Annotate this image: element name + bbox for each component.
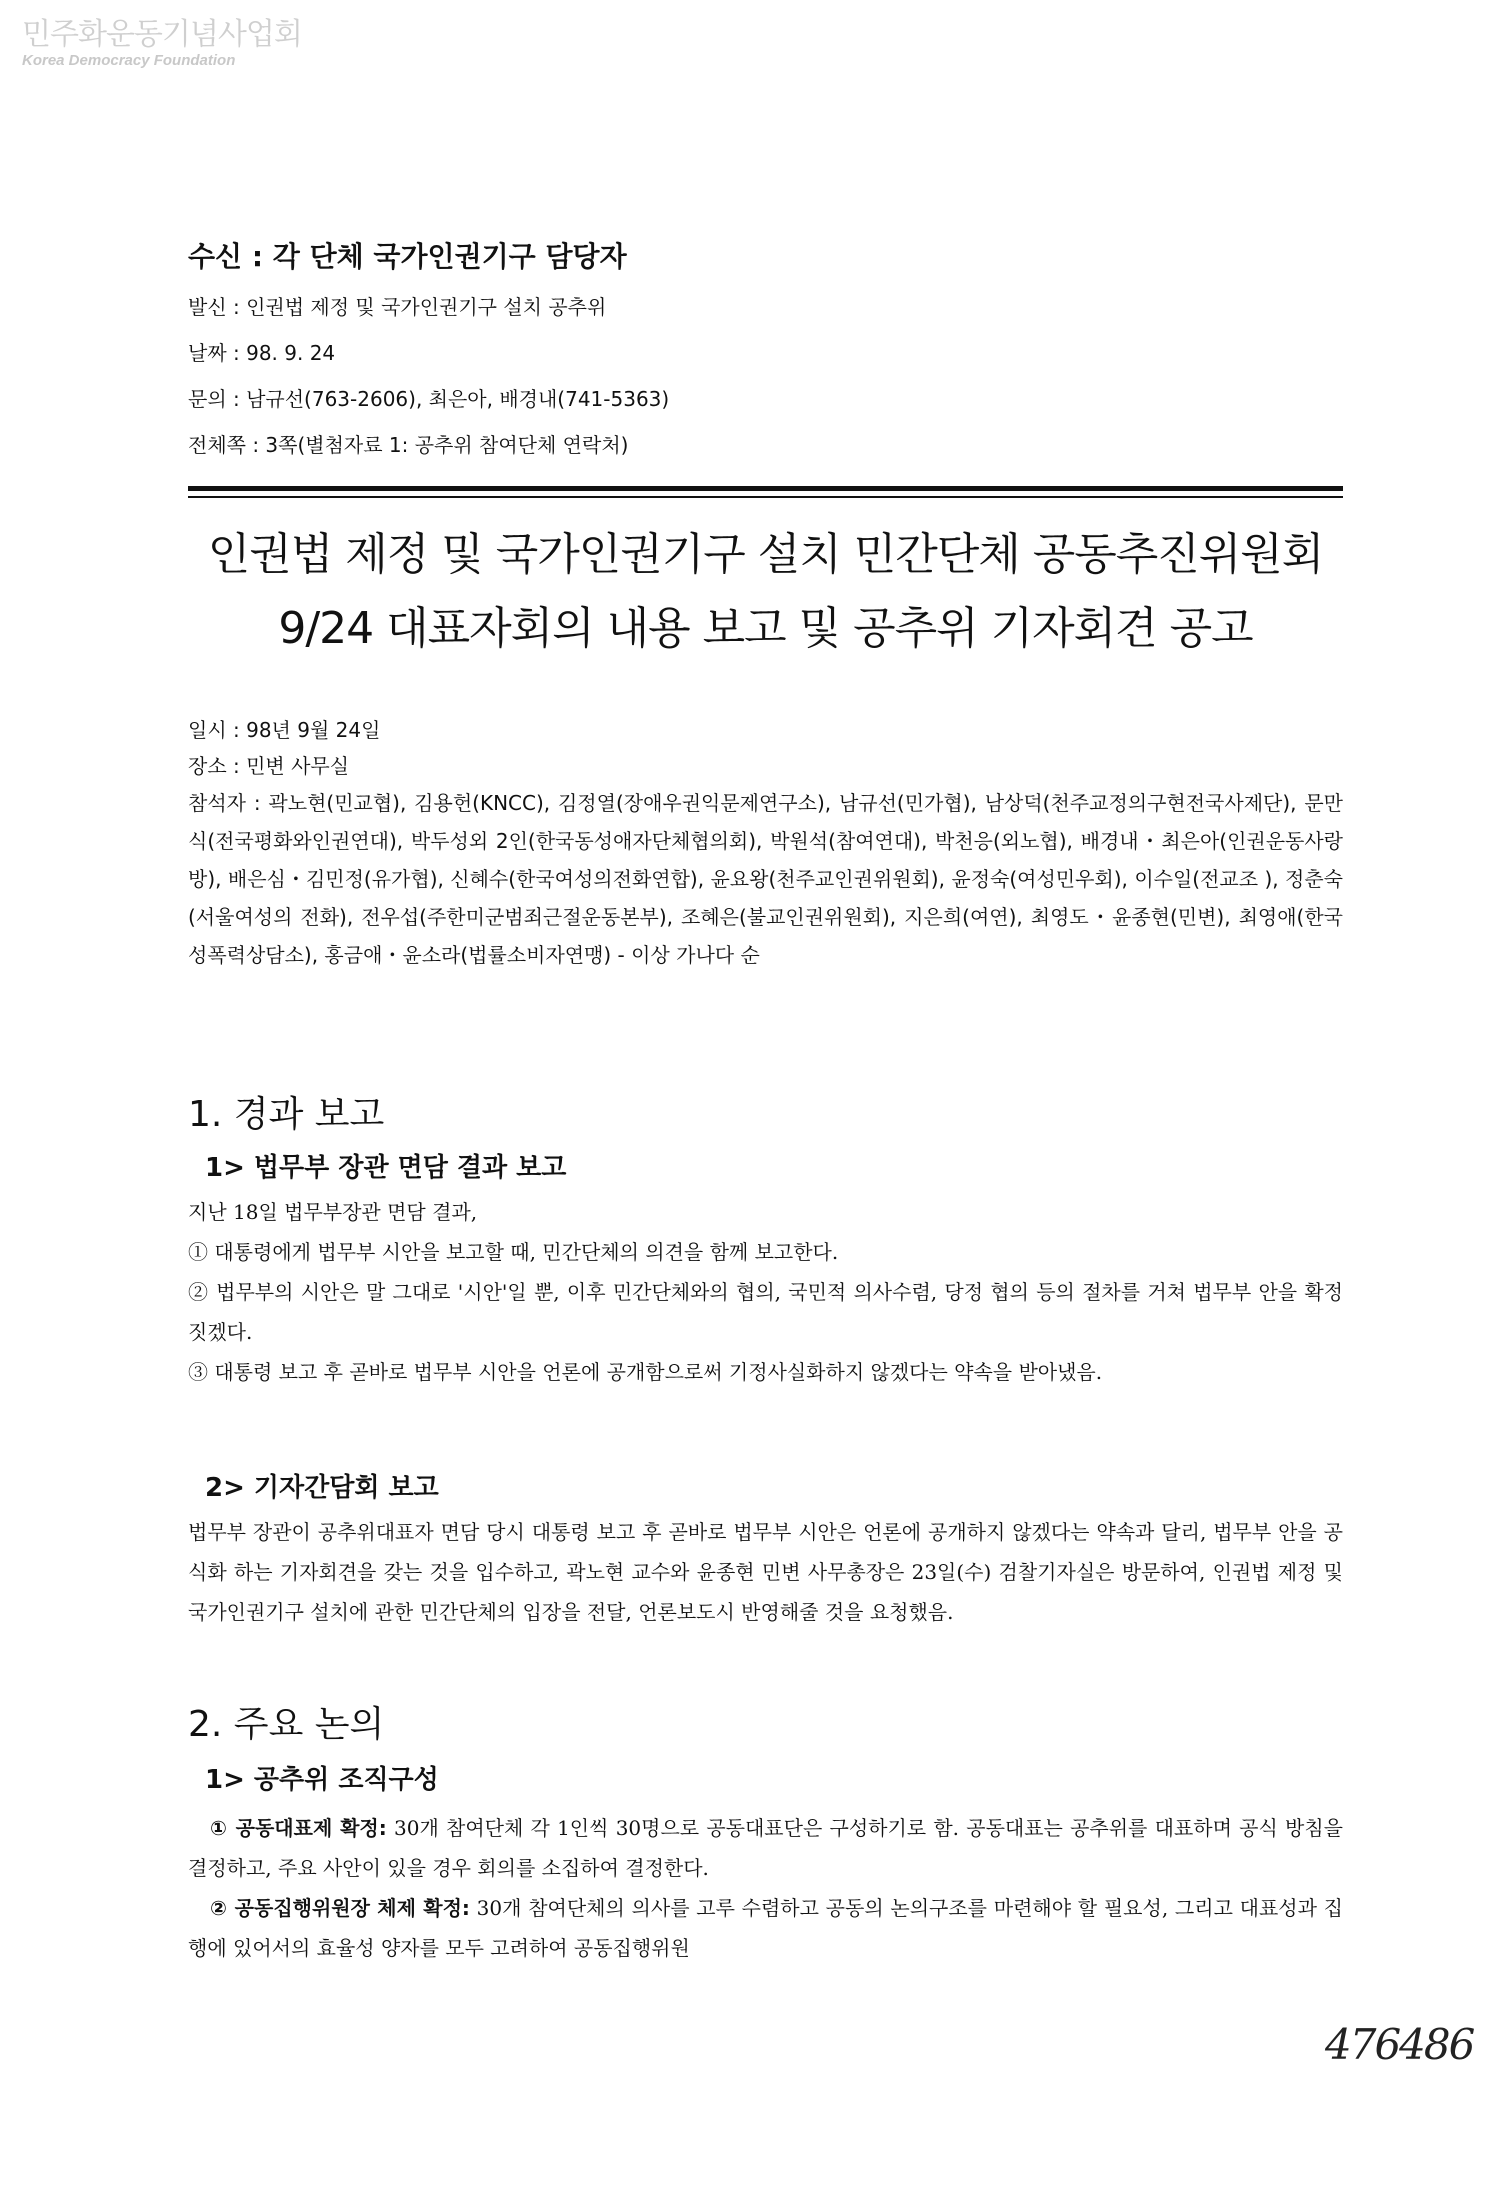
org-item-2-label: ② 공동집행위원장 체제 확정: (210, 1896, 470, 1920)
memo-header (188, 230, 1338, 468)
document-title (188, 518, 1343, 666)
memo-date: 날짜 : 98. 9. 24 (188, 341, 336, 365)
sub-1-item-3: ③ 대통령 보고 후 곧바로 법무부 시안을 언론에 공개함으로써 기정사실화하지 않겠다는 약속을 받아냈음. (188, 1360, 1103, 1384)
section-1-sub-2-body: 법무부 장관이 공추위대표자 면담 당시 대통령 보고 후 곧바로 법무부 시안은 언론에 공개하지 않겠다는 약속과 달리, 법무부 안을 공식화 하는 기자회견을 갖는 것을 입수하고, 곽노현 교수와 윤종현 민변 사무총장은 23일(수) 검찰기자실은 방문하여, 인권법 제정 및 국가인권기구 설치에 관한 민간단체의 입장을 전달, 언론보도시 반영해줄 것을 요청했음. (188, 1520, 1343, 1624)
org-item-2 (188, 1888, 1343, 1968)
section-1-sub-1-body (188, 1192, 1343, 1392)
memo-from: 발신 : 인권법 제정 및 국가인권기구 설치 공추위 (188, 295, 607, 319)
section-1-heading: 1. 경과 보고 (188, 1094, 385, 1135)
meeting-place: 장소 : 민변 사무실 (188, 754, 350, 778)
sub-1-intro: 지난 18일 법무부장관 면담 결과, (188, 1200, 478, 1224)
meeting-attendees: 참석자 : 곽노현(민교협), 김용헌(KNCC), 김정열(장애우권익문제연구소), 남규선(민가협), 남상덕(천주교정의구현전국사제단), 문만식(전국평화와인권연대), 박두성외 2인(한국동성애자단체협의회), 박원석(참여연대), 박천응(외노협), 배경내・최은아(인권운동사랑방), 배은심・김민정(유가협), 신혜수(한국여성의전화연합), 윤요왕(천주교인권위원회), 윤정숙(여성민우회), 이수일(전교조 ), 정춘숙(서울여성의 전화), 전우섭(주한미군범죄근절운동본부), 조혜은(불교인권위원회), 지은희(여연), 최영도・윤종현(민변), 최영애(한국성폭력상담소), 홍금애・윤소라(법률소비자연맹) - 이상 가나다 순 (188, 791, 1343, 967)
meeting-info (188, 712, 1343, 974)
org-item-2-text: 30개 참여단체의 의사를 고루 수렴하고 공동의 논의구조를 마련해야 할 필요성, 그리고 대표성과 집행에 있어서의 효율성 양자를 모두 고려하여 공동집행위원 (188, 1896, 1343, 1960)
section-2-sub-1-body (188, 1808, 1343, 1968)
section-2-sub-1-heading: 1> 공추위 조직구성 (205, 1765, 439, 1795)
sub-1-item-2: ② 법무부의 시안은 말 그대로 '시안'일 뿐, 이후 민간단체와의 협의, 국민적 의사수렴, 당정 협의 등의 절차를 거쳐 법무부 안을 확정짓겠다. (188, 1280, 1343, 1344)
divider-thin (188, 496, 1343, 498)
memo-pages: 전체쪽 : 3쪽(별첨자료 1: 공추위 참여단체 연락처) (188, 433, 629, 457)
memo-contact: 문의 : 남규선(763-2606), 최은아, 배경내(741-5363) (188, 387, 670, 411)
memo-to: 수신 : 각 단체 국가인권기구 담당자 (188, 240, 627, 273)
meeting-datetime: 일시 : 98년 9월 24일 (188, 718, 381, 742)
title-line-2: 9/24 대표자회의 내용 보고 및 공추위 기자회견 공고 (278, 603, 1253, 654)
section-1-sub-2-heading: 2> 기자간담회 보고 (205, 1473, 439, 1503)
foundation-logo (22, 18, 302, 70)
sub-1-item-1: ① 대통령에게 법무부 시안을 보고할 때, 민간단체의 의견을 함께 보고한다. (188, 1240, 839, 1264)
logo-english-text: Korea Democracy Foundation (22, 52, 236, 69)
logo-korean-text: 민주화운동기념사업회 (22, 17, 302, 52)
section-1-sub-1-heading: 1> 법무부 장관 면담 결과 보고 (205, 1153, 567, 1183)
title-line-1: 인권법 제정 및 국가인권기구 설치 민간단체 공동추진위원회 (207, 529, 1324, 580)
org-item-1-label: ① 공동대표제 확정: (210, 1816, 387, 1840)
handwritten-page-number: 476486 (1325, 2020, 1474, 2069)
org-item-1 (188, 1808, 1343, 1888)
divider-thick (188, 486, 1343, 491)
section-2-heading: 2. 주요 논의 (188, 1704, 385, 1745)
org-item-1-text: 30개 참여단체 각 1인씩 30명으로 공동대표단은 구성하기로 함. 공동대표는 공추위를 대표하며 공식 방침을 결정하고, 주요 사안이 있을 경우 회의를 소집하여 결정한다. (188, 1816, 1343, 1880)
